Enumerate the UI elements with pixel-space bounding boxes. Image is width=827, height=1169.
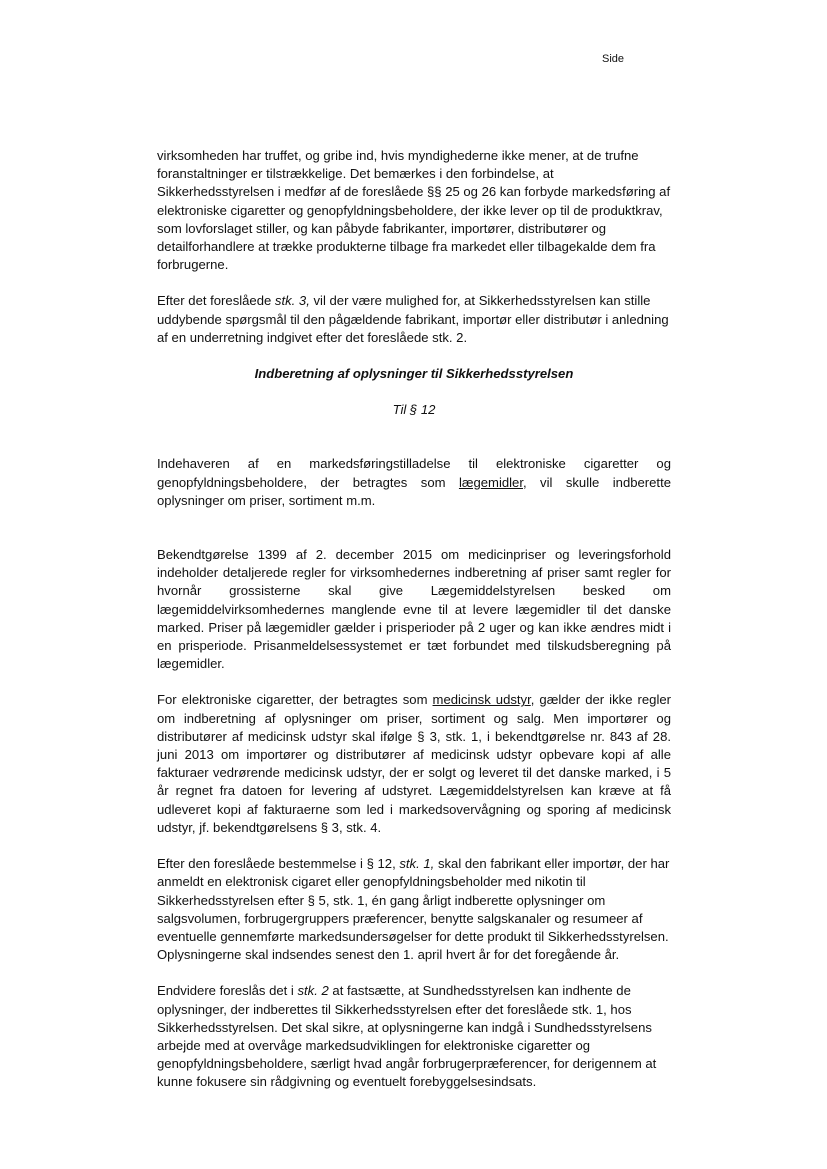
section-subheading: Til § 12 bbox=[392, 402, 436, 418]
paragraph-1: virksomheden har truffet, og gribe ind, hvis myndighederne ikke mener, at de trufne foranstaltninger er tilstrækkelige. Det bemærkes i den forbindelse, at Sikkerhedsstyrelsen i medfør af de foreslåede §§ 25 og 26 kan forbyde markedsføring af elektroniske cigaretter og genopfyldningsbeholdere, der ikke lever op til de produktkrav, som lovforslaget stiller, og kan påbyde fabrikanter, importører, distributører og detailforhandlere at trække produkterne tilbage fra markedet eller tilbagekalde dem fra forbrugerne. bbox=[157, 148, 671, 273]
underlined-term: lægemidler bbox=[458, 474, 523, 490]
paragraph-4: Bekendtgørelse 1399 af 2. december 2015 om medicinpriser og leveringsforhold indeholder detaljerede regler for virksomhedernes indberetning af priser samt regler for hvornår grossisterne skal give Lægemiddelstyrelsen besked om lægemiddelvirksomhedernes manglende evne til at levere lægemidler til det danske marked. Priser på lægemidler gælder i prisperioder på 2 uger og kan ikke ændres midt i en prisperiode. Prisanmeldelsessystemet er tæt forbundet med tilskudsberegning på lægemidler. bbox=[157, 547, 671, 672]
section-heading: Indberetning af oplysninger til Sikkerhedsstyrelsen bbox=[254, 366, 574, 382]
paragraph-7: Endvidere foreslås det i stk. 2 at fastsætte, at Sundhedsstyrelsen kan indhente de oplysninger, der indberettes til Sikkerhedsstyrelsen efter det foreslåede stk. 1, hos Sikkerhedsstyrelsen. Det skal sikre, at oplysningerne kan indgå i Sundhedsstyrelsens arbejde med at overvåge markedsudviklingen for elektroniske cigaretter og genopfyldningsbeholdere, særligt hvad angår forbrugerpræferencer, for derigennem at kunne fokusere sin rådgivning og eventuelt forebyggelsesindsats. bbox=[157, 983, 657, 1090]
paragraph-3: Indehaveren af en markedsføringstilladelse til elektroniske cigaretter og genopfyldningsbeholdere, der betragtes som lægemidler, vil skulle indberette oplysninger om priser, sortiment m.m. bbox=[157, 456, 671, 508]
underlined-term: medicinsk udstyr bbox=[432, 692, 531, 708]
document-body bbox=[157, 147, 671, 1092]
paragraph-6: Efter den foreslåede bestemmelse i § 12, stk. 1, skal den fabrikant eller importør, der har anmeldt en elektronisk cigaret eller genopfyldningsbeholder med nikotin til Sikkerhedsstyrelsen efter § 5, stk. 1, én gang årligt indberette oplysninger om salgsvolumen, forbrugergruppers præferencer, benytte salgskanaler og resumeer af eventuelle gennemførte markedsundersøgelser for dette produkt til Sikkerhedsstyrelsen. Oplysningerne skal indsendes senest den 1. april hvert år for det foregående år. bbox=[157, 856, 670, 963]
paragraph-5: For elektroniske cigaretter, der betragtes som medicinsk udstyr, gælder der ikke regler om indberetning af oplysninger om priser, sortiment og salg. Men importører og distributører af medicinsk udstyr skal ifølge § 3, stk. 1, i bekendtgørelse nr. 843 af 28. juni 2013 om importører og distributører af medicinsk udstyr opbevare kopi af alle fakturaer vedrørende medicinsk udstyr, der er solgt og leveret til det danske marked, i 5 år regnet fra datoen for levering af udstyret. Lægemiddelstyrelsen kan kræve at få udleveret kopi af fakturaerne som led i markedsovervågning og sporing af medicinsk udstyr, jf. bekendtgørelsens § 3, stk. 4. bbox=[157, 692, 671, 835]
paragraph-2: Efter det foreslåede stk. 3, vil der være mulighed for, at Sikkerhedsstyrelsen kan stille uddybende spørgsmål til den pågældende fabrikant, importør eller distributør i anledning af en underretning indgivet efter det foreslåede stk. 2. bbox=[157, 293, 669, 345]
page-label: Side bbox=[602, 53, 625, 65]
